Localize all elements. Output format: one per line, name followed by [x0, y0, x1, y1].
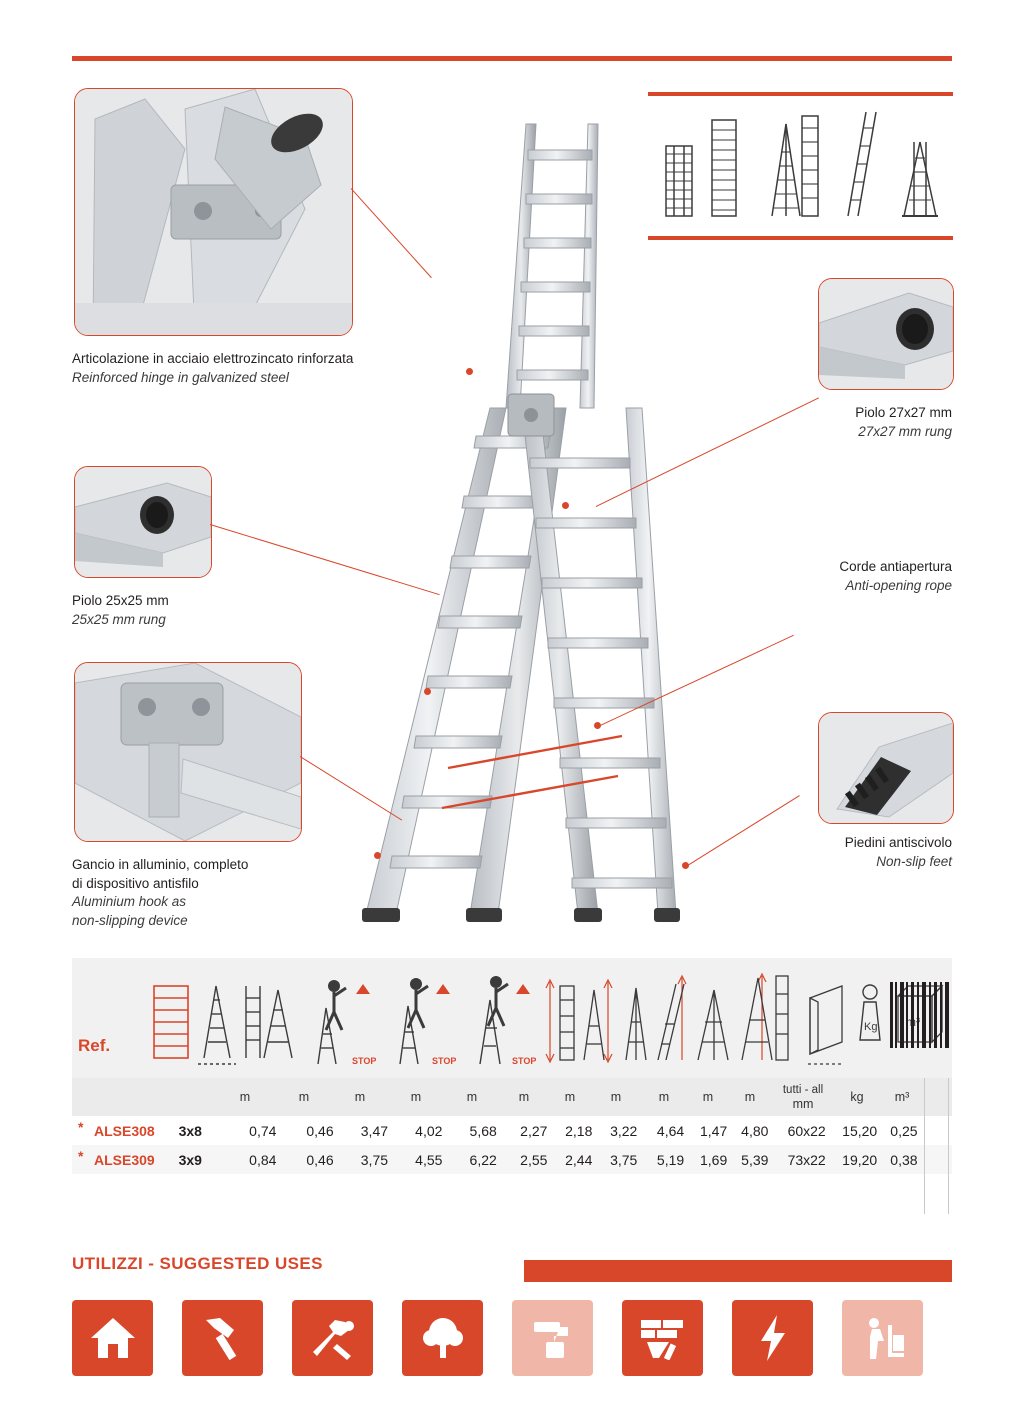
caption-hinge	[72, 350, 402, 387]
row-val-D: 4,55	[402, 1145, 456, 1174]
unit-B: m	[298, 1090, 310, 1104]
unit-J: m	[702, 1090, 714, 1104]
row-val-C: 3,75	[347, 1145, 401, 1174]
caption-feet-en: Non-slip feet	[876, 853, 952, 869]
connector-dot-hook	[374, 852, 381, 859]
unit-H: m	[610, 1090, 622, 1104]
svg-text:STOP: STOP	[432, 1056, 457, 1066]
unit-F: m	[518, 1090, 530, 1104]
row-val-C: 3,47	[360, 1122, 389, 1139]
row-val-I: 5,19	[647, 1145, 694, 1174]
row-val-K: 5,39	[733, 1145, 776, 1174]
row-val-F: 2,55	[510, 1145, 557, 1174]
unit-mm-all: tutti - all	[782, 1083, 824, 1096]
unit-D: m	[410, 1090, 422, 1104]
table-data-rows	[72, 1116, 952, 1174]
caption-rung25-it: Piolo 25x25 mm	[72, 593, 169, 608]
callout-hook-photo	[74, 662, 302, 842]
caption-hook-it-2: di dispositivo antisfilo	[72, 875, 199, 891]
row-val-K: 4,80	[741, 1122, 769, 1139]
unit-E: m	[466, 1090, 478, 1104]
row-val-A: 0,84	[233, 1145, 293, 1174]
callout-hinge-photo	[74, 88, 353, 336]
caption-rope-it: Corde antiapertura	[839, 559, 952, 574]
unit-mm-label: mm	[792, 1096, 814, 1111]
row-ref: ALSE308	[94, 1122, 155, 1139]
row-ref: ALSE309	[94, 1151, 155, 1168]
caption-rung27-en: 27x27 mm rung	[858, 423, 952, 439]
svg-text:Kg: Kg	[864, 1021, 878, 1033]
use-warehouse-trolley-icon[interactable]	[842, 1300, 923, 1376]
unit-G: m	[564, 1090, 576, 1104]
uses-red-bar	[524, 1260, 952, 1282]
caption-rope	[700, 558, 952, 595]
unit-I: m	[658, 1090, 670, 1104]
caption-hook	[72, 856, 322, 930]
row-star: *	[78, 1148, 84, 1164]
row-val-G: 2,44	[557, 1145, 600, 1174]
table-right-separator-1	[924, 1078, 925, 1214]
row-val-J: 1,69	[694, 1145, 733, 1174]
row-ref-cell	[72, 1145, 179, 1174]
callout-feet-photo	[818, 712, 954, 824]
caption-hinge-en: Reinforced hinge in galvanized steel	[72, 369, 289, 385]
table-ref-label: Ref.	[78, 1036, 111, 1055]
unit-mm	[772, 1078, 834, 1116]
row-config: 3x8	[178, 1122, 202, 1139]
row-val-mm: 60x22	[787, 1122, 826, 1139]
caption-rope-en: Anti-opening rope	[845, 577, 952, 593]
unit-kg: kg	[850, 1090, 864, 1104]
row-val-F: 2,27	[520, 1122, 548, 1139]
table-row[interactable]	[72, 1116, 952, 1145]
connector-dot-rung25	[424, 688, 431, 695]
use-tree-icon[interactable]	[402, 1300, 483, 1376]
unit-K: m	[744, 1090, 756, 1104]
row-val-E: 6,22	[456, 1145, 510, 1174]
row-val-B: 0,46	[293, 1145, 347, 1174]
specifications-table	[72, 958, 952, 1174]
use-bricklaying-icon[interactable]	[622, 1300, 703, 1376]
row-val-m3: 0,38	[882, 1145, 925, 1174]
row-val-D: 4,02	[415, 1122, 443, 1139]
row-val-m3: 0,25	[890, 1122, 918, 1139]
use-home-icon[interactable]	[72, 1300, 153, 1376]
table-right-separator-2	[948, 1078, 949, 1214]
unit-m3: m³	[894, 1090, 910, 1104]
use-tools-icon[interactable]	[292, 1300, 373, 1376]
unit-C: m	[354, 1090, 366, 1104]
unit-A: m	[239, 1090, 251, 1104]
svg-text:STOP: STOP	[512, 1056, 537, 1066]
row-val-B: 0,46	[306, 1122, 334, 1139]
row-star: *	[78, 1119, 84, 1135]
table-pictogram-header	[72, 958, 952, 1078]
caption-hook-en-1: Aluminium hook as	[72, 894, 187, 909]
row-val-kg: 15,20	[842, 1122, 878, 1139]
caption-rung25-en: 25x25 mm rung	[72, 611, 166, 627]
row-ref-cell	[72, 1116, 179, 1145]
row-config: 3x9	[179, 1145, 233, 1174]
row-val-A: 0,74	[249, 1122, 277, 1139]
table-units-row	[72, 1078, 952, 1116]
table-header-pictograms	[142, 964, 952, 1076]
configurations-top-rule	[648, 92, 953, 96]
row-val-H: 3,75	[600, 1145, 647, 1174]
connector-dot-hinge	[466, 368, 473, 375]
connector-dot-rung27	[562, 502, 569, 509]
row-val-mm: 73x22	[776, 1145, 837, 1174]
use-paint-roller-icon[interactable]	[512, 1300, 593, 1376]
caption-hook-it-1: Gancio in alluminio, completo	[72, 857, 249, 872]
callout-rung27-photo	[818, 278, 954, 390]
caption-hinge-it: Articolazione in acciaio elettrozincato rinforzata	[72, 351, 354, 366]
row-val-kg: 19,20	[837, 1145, 882, 1174]
caption-hook-en-2: non-slipping device	[72, 912, 188, 928]
caption-feet-it: Piedini antiscivolo	[844, 835, 952, 850]
caption-feet	[700, 834, 952, 871]
caption-rung25	[72, 592, 322, 629]
use-hammer-icon[interactable]	[182, 1300, 263, 1376]
suggested-uses-bar	[72, 1254, 952, 1288]
row-val-J: 1,47	[699, 1122, 728, 1139]
barcode-icon	[890, 982, 952, 1048]
row-val-I: 4,64	[656, 1122, 685, 1139]
uses-icon-row	[72, 1300, 952, 1376]
top-divider-rule	[72, 56, 952, 61]
row-val-E: 5,68	[469, 1122, 497, 1139]
row-val-H: 3,22	[610, 1122, 638, 1139]
svg-text:STOP: STOP	[352, 1056, 377, 1066]
callout-rung25-photo	[74, 466, 212, 578]
table-row[interactable]	[72, 1145, 952, 1174]
row-val-G: 2,18	[565, 1122, 593, 1139]
connector-dot-rope	[594, 722, 601, 729]
uses-title: UTILIZZI - SUGGESTED USES	[72, 1254, 323, 1273]
use-electricity-icon[interactable]	[732, 1300, 813, 1376]
caption-rung27-it: Piolo 27x27 mm	[855, 405, 952, 420]
caption-rung27	[700, 404, 952, 441]
connector-dot-feet	[682, 862, 689, 869]
